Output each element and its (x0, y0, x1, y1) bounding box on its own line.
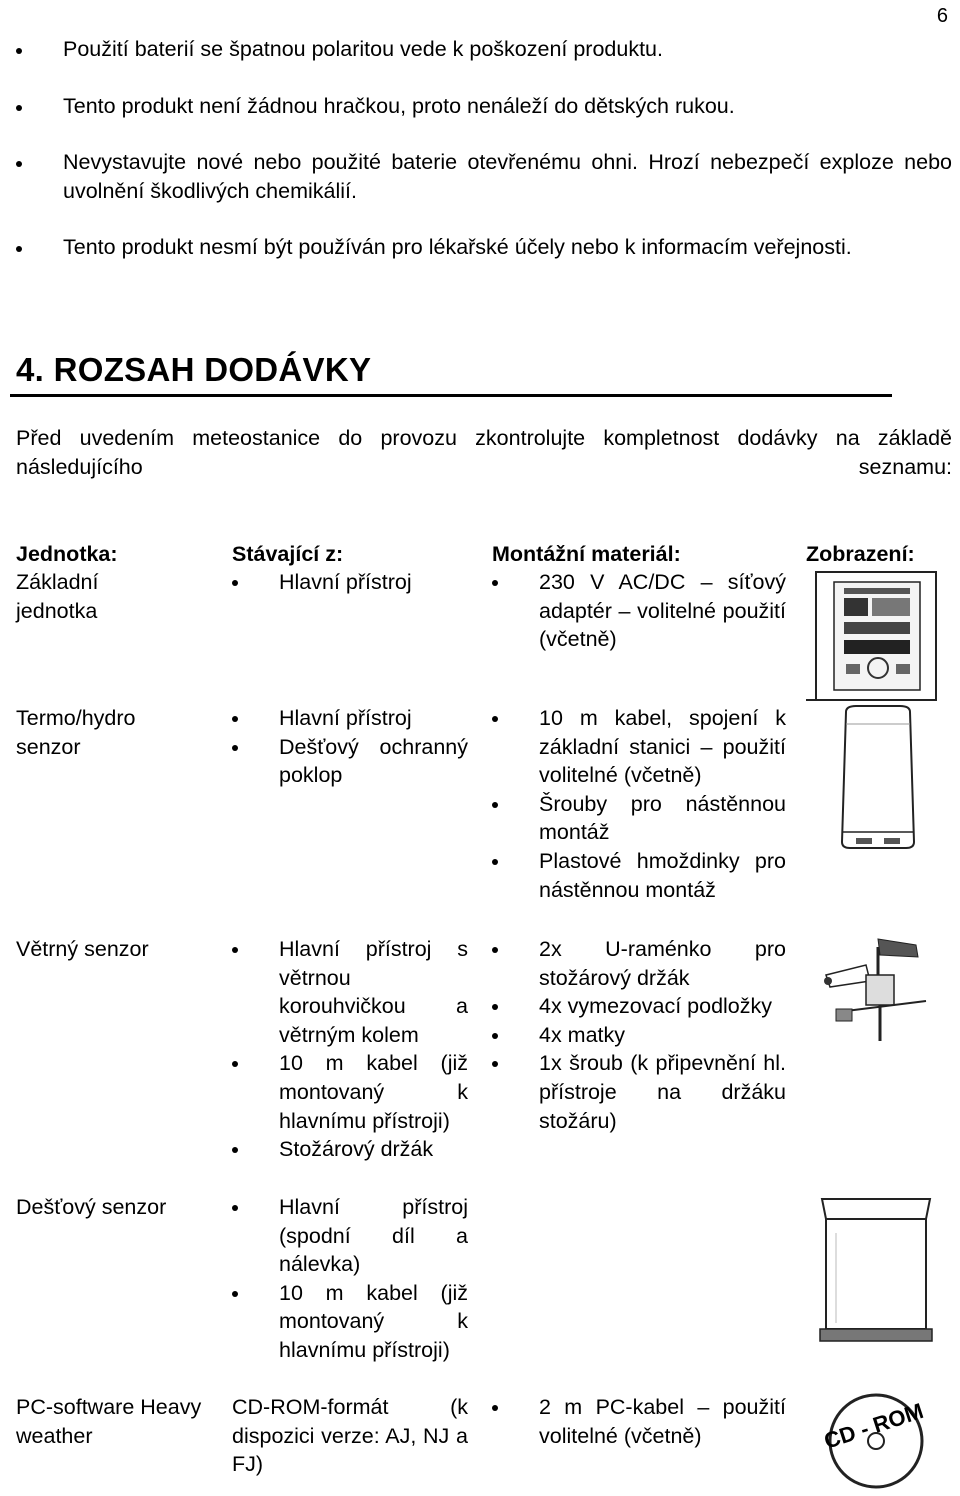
bullet-icon (232, 580, 238, 586)
unit-name: Větrný senzor (16, 937, 149, 961)
bullet-icon (492, 1004, 498, 1010)
table-row (0, 1393, 960, 1493)
table-header (0, 538, 960, 568)
bullet-icon (232, 745, 238, 751)
bullet-icon (16, 246, 22, 252)
list-item: 2 m PC-kabel – použití volitelné (včetně) (492, 1393, 786, 1450)
list-item: Hlavní přístroj (spodní díl a nálevka) (232, 1193, 468, 1279)
cd-rom-label: CD - ROM (821, 1398, 927, 1454)
bullet-icon (16, 105, 22, 111)
bullet-icon (492, 1405, 498, 1411)
base-station-image (806, 568, 952, 704)
header-display: Zobrazení: (806, 542, 915, 566)
bullet-icon (492, 1033, 498, 1039)
page-number: 6 (936, 5, 948, 27)
section-intro: Před uvedením meteostanice do provozu zkontrolujte kompletnost dodávky na základě následujícího seznamu: (16, 426, 952, 479)
warning-list (16, 35, 952, 290)
bullet-icon (492, 716, 498, 722)
materials-list (492, 704, 786, 904)
contents-list (232, 704, 468, 790)
bullet-icon (232, 1061, 238, 1067)
table-row (0, 704, 960, 935)
contents-text: CD-ROM-formát (k dispozici verze: AJ, NJ a FJ) (232, 1395, 468, 1477)
cd-rom-image (806, 1393, 952, 1489)
contents-list (232, 935, 468, 1164)
list-item: 10 m kabel, spojení k základní stanici – použití volitelné (včetně) (492, 704, 786, 790)
bullet-icon (232, 1147, 238, 1153)
contents-list (232, 1193, 468, 1365)
title-underline (10, 394, 892, 397)
list-item: Hlavní přístroj s větrnou korouhvičkou a větrným kolem (232, 935, 468, 1049)
bullet-icon (492, 1061, 498, 1067)
list-item: 10 m kabel (již montovaný k hlavnímu přístroji) (232, 1049, 468, 1135)
bullet-icon (492, 580, 498, 586)
list-item: 4x vymezovací podložky (492, 992, 786, 1021)
bullet-icon (232, 1291, 238, 1297)
list-item: Dešťový ochranný poklop (232, 733, 468, 790)
list-item: Tento produkt nesmí být používán pro lékařské účely nebo k informacím veřejnosti. (16, 233, 952, 262)
table-row (0, 935, 960, 1193)
list-item: 10 m kabel (již montovaný k hlavnímu přístroji) (232, 1279, 468, 1365)
list-item: 1x šroub (k připevnění hl. přístroje na držáku stožáru) (492, 1049, 786, 1135)
section-title: 4. ROZSAH DODÁVKY (16, 351, 372, 388)
unit-name: Základní jednotka (16, 570, 99, 623)
contents-list (232, 568, 468, 597)
materials-list (492, 568, 786, 654)
materials-list (492, 935, 786, 1135)
list-item: Nevystavujte nové nebo použité baterie otevřenému ohni. Hrozí nebezpečí exploze nebo uvolnění škodlivých chemikálií. (16, 148, 952, 205)
wind-sensor-image (806, 935, 952, 1045)
unit-name: Termo/hydro senzor (16, 706, 136, 759)
bullet-icon (492, 802, 498, 808)
bullet-icon (16, 48, 22, 54)
list-item: Plastové hmoždinky pro nástěnnou montáž (492, 847, 786, 904)
bullet-icon (492, 859, 498, 865)
bullet-icon (232, 947, 238, 953)
table-row (0, 1193, 960, 1393)
header-contents: Stávající z: (232, 542, 344, 566)
list-item: Šrouby pro nástěnnou montáž (492, 790, 786, 847)
list-item: Hlavní přístroj (232, 704, 468, 733)
list-item: Použití baterií se špatnou polaritou vede k poškození produktu. (16, 35, 952, 64)
bullet-icon (232, 1205, 238, 1211)
unit-name: PC-software Heavy weather (16, 1395, 202, 1448)
bullet-icon (232, 716, 238, 722)
list-item: Tento produkt není žádnou hračkou, proto nenáleží do dětských rukou. (16, 92, 952, 121)
list-item: 230 V AC/DC – síťový adaptér – volitelné použití (včetně) (492, 568, 786, 654)
header-unit: Jednotka: (16, 542, 118, 566)
table-row (0, 568, 960, 704)
header-materials: Montážní materiál: (492, 542, 681, 566)
list-item: Stožárový držák (232, 1135, 468, 1164)
unit-name: Dešťový senzor (16, 1195, 167, 1219)
bullet-icon (492, 947, 498, 953)
materials-list (492, 1393, 786, 1450)
rain-sensor-image (806, 1193, 952, 1353)
list-item: 2x U-raménko pro stožárový držák (492, 935, 786, 992)
bullet-icon (16, 161, 22, 167)
thermo-hygro-sensor-image (806, 704, 952, 854)
list-item: Hlavní přístroj (232, 568, 468, 597)
list-item: 4x matky (492, 1021, 786, 1050)
delivery-table (0, 538, 960, 1493)
